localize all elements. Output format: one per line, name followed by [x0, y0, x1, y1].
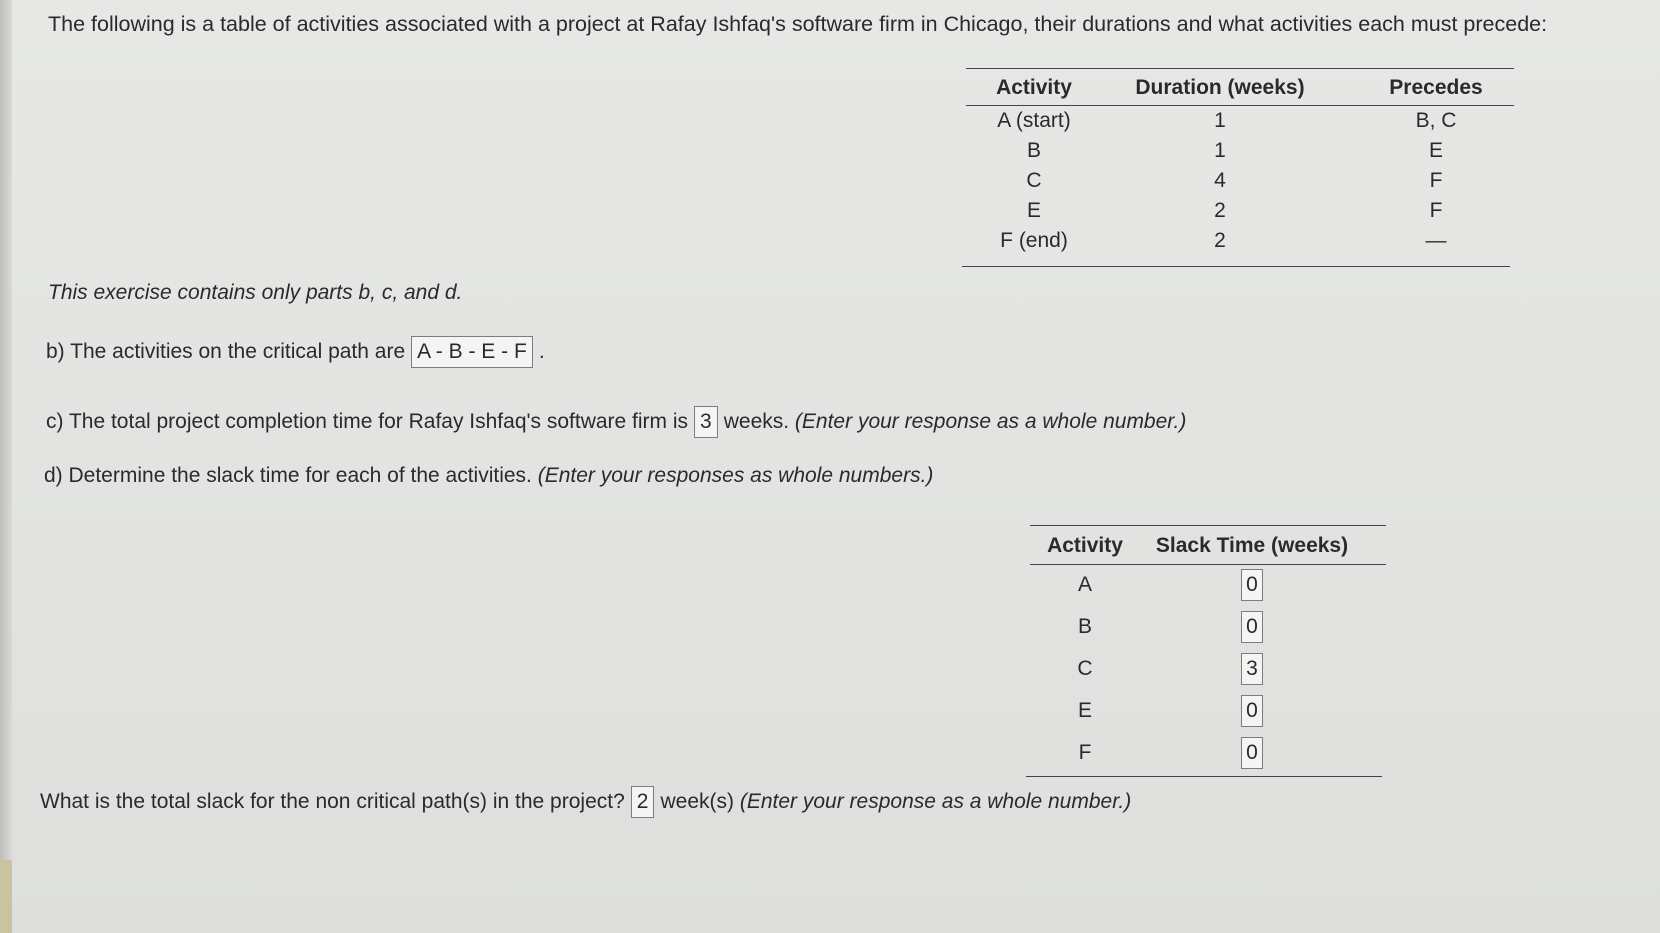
exercise-note: This exercise contains only parts b, c, and d. [48, 281, 463, 304]
duration-cell: 4 [1214, 169, 1226, 192]
table-row [966, 166, 1534, 196]
slack-activity-cell: F [1078, 741, 1092, 764]
activity-table [966, 70, 1534, 256]
part-d-text: d) Determine the slack time for each of the activities. [44, 464, 532, 487]
slack-activity-cell: A [1077, 573, 1092, 596]
slack-input[interactable]: 0 [1241, 695, 1263, 727]
part-b-text: b) The activities on the critical path are [46, 340, 406, 363]
slack-activity-cell: B [1077, 615, 1092, 638]
slack-input[interactable]: 0 [1241, 611, 1263, 643]
activity-cell: F (end) [1000, 229, 1068, 252]
part-c-hint: (Enter your response as a whole number.) [794, 410, 1187, 433]
duration-header: Duration (weeks) [1135, 76, 1305, 99]
activity-table-header-rule [966, 105, 1514, 106]
table-row [1030, 690, 1364, 732]
slack-activity-header: Activity [1047, 534, 1123, 557]
slack-table-top-rule [1030, 525, 1386, 526]
part-c-unit: weeks. [723, 410, 790, 433]
table-row [1030, 648, 1364, 690]
part-c [46, 406, 1186, 438]
final-question-text: What is the total slack for the non critical path(s) in the project? [40, 790, 625, 813]
precedes-cell: F [1429, 169, 1443, 192]
final-question-hint: (Enter your response as a whole number.) [739, 790, 1132, 813]
final-question [40, 786, 1131, 818]
precedes-cell: F [1429, 199, 1443, 222]
activity-cell: B [1026, 139, 1041, 162]
table-row [966, 106, 1534, 136]
table-row [1030, 564, 1364, 606]
duration-cell: 2 [1214, 229, 1226, 252]
slack-table-header [1030, 528, 1364, 564]
table-row [966, 196, 1534, 226]
part-b [46, 336, 545, 368]
slack-input[interactable]: 3 [1241, 653, 1263, 685]
intro-text: The following is a table of activities associated with a project at Rafay Ishfaq's software firm in Chicago, their durations and what activities each must precede: [48, 12, 1548, 36]
activity-cell: E [1026, 199, 1041, 222]
critical-path-answer[interactable]: A - B - E - F [411, 336, 533, 368]
activity-cell: A (start) [997, 109, 1071, 132]
slack-input[interactable]: 0 [1241, 569, 1263, 601]
table-row [966, 226, 1534, 256]
activity-table-bottom-rule [962, 266, 1510, 267]
slack-table-bottom-rule [1026, 776, 1382, 777]
part-b-suffix: . [538, 340, 545, 363]
precedes-cell: B, C [1415, 109, 1457, 132]
slack-input[interactable]: 0 [1241, 737, 1263, 769]
left-edge [0, 0, 12, 933]
activity-table-top-rule [966, 68, 1514, 69]
left-edge-accent [0, 860, 12, 933]
part-c-text: c) The total project completion time for Rafay Ishfaq's software firm is [46, 410, 689, 433]
slack-time-header: Slack Time (weeks) [1155, 534, 1349, 557]
precedes-cell: — [1425, 229, 1447, 252]
activity-cell: C [1026, 169, 1042, 192]
duration-cell: 1 [1214, 139, 1226, 162]
activity-table-header [966, 70, 1534, 106]
completion-time-answer[interactable]: 3 [694, 406, 718, 438]
duration-cell: 2 [1214, 199, 1226, 222]
duration-cell: 1 [1214, 109, 1226, 132]
table-row [1030, 732, 1364, 774]
precedes-header: Precedes [1389, 76, 1483, 99]
part-d [44, 464, 933, 488]
table-row [966, 136, 1534, 166]
slack-table-header-rule [1030, 564, 1386, 565]
final-question-unit: week(s) [660, 790, 734, 813]
slack-activity-cell: C [1077, 657, 1093, 680]
precedes-cell: E [1428, 139, 1443, 162]
slack-activity-cell: E [1077, 699, 1092, 722]
part-d-hint: (Enter your responses as whole numbers.) [537, 464, 934, 487]
table-row [1030, 606, 1364, 648]
activity-header: Activity [996, 76, 1072, 99]
total-slack-answer[interactable]: 2 [631, 786, 655, 818]
